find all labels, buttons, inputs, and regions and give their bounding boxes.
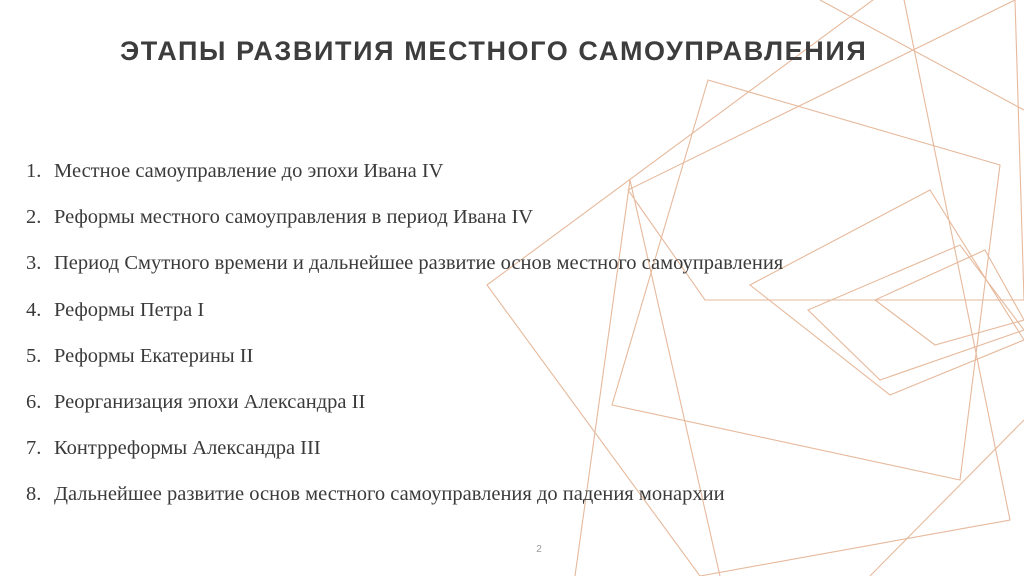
list-item-text: Реформы Екатерины II xyxy=(54,344,254,367)
list-item-number: 7. xyxy=(26,437,42,460)
list-item-number: 5. xyxy=(26,344,42,367)
list-item xyxy=(26,391,783,437)
stages-list xyxy=(26,160,783,530)
list-item-text: Реформы местного самоуправления в период Ивана IV xyxy=(54,206,534,229)
list-item-text: Период Смутного времени и дальнейшее развитие основ местного самоуправления xyxy=(54,252,784,275)
list-item-number: 4. xyxy=(26,298,42,321)
list-item xyxy=(26,345,783,391)
list-item-text: Контрреформы Александра III xyxy=(54,437,321,460)
page-number: 2 xyxy=(536,544,542,555)
list-item-number: 2. xyxy=(26,206,42,229)
list-item xyxy=(26,299,783,345)
list-item-number: 8. xyxy=(26,483,42,506)
list-item-number: 3. xyxy=(26,252,42,275)
decor-polygon-small xyxy=(808,245,1024,380)
list-item-text: Дальнейшее развитие основ местного самоуправления до падения монархии xyxy=(54,483,725,506)
list-item-text: Реорганизация эпохи Александра II xyxy=(54,390,366,413)
list-item xyxy=(26,483,783,529)
list-item xyxy=(26,252,783,298)
decor-polygon-diamond xyxy=(875,250,1024,345)
page-title: ЭТАПЫ РАЗВИТИЯ МЕСТНОГО САМОУПРАВЛЕНИЯ xyxy=(120,36,868,66)
decor-line-b xyxy=(870,420,1024,576)
list-item xyxy=(26,437,783,483)
decor-polygon-inner xyxy=(750,190,1024,395)
list-item-number: 6. xyxy=(26,390,42,413)
list-item xyxy=(26,160,783,206)
list-item xyxy=(26,206,783,252)
list-item-text: Местное самоуправление до эпохи Ивана IV xyxy=(54,160,444,182)
list-item-number: 1. xyxy=(26,160,42,182)
list-item-text: Реформы Петра I xyxy=(54,298,205,321)
